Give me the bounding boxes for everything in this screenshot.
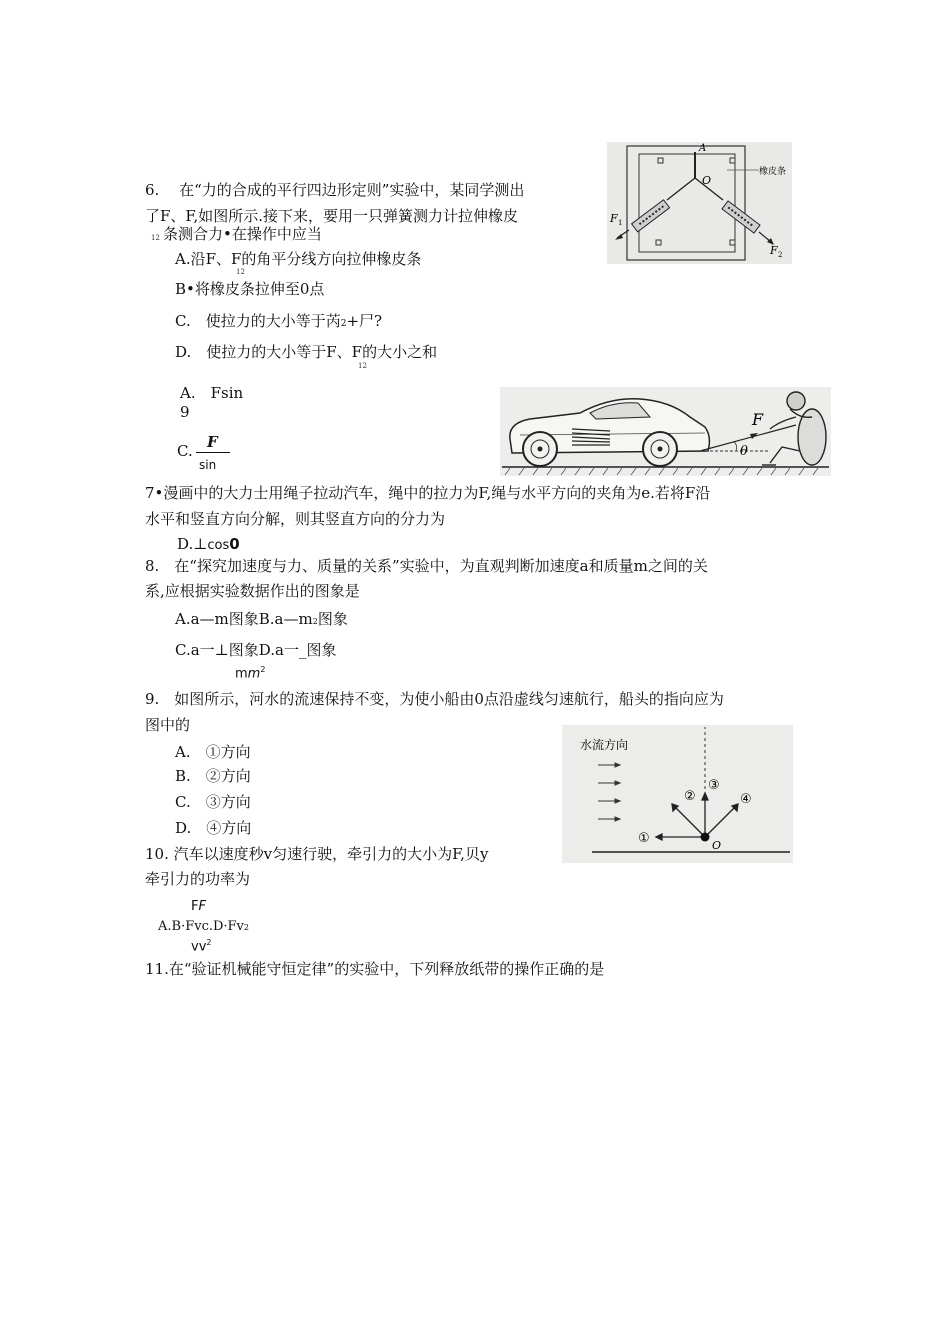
label-circle-3: ③ — [708, 778, 720, 793]
label-circle-1: ① — [638, 831, 650, 846]
q10-numerators: FF — [191, 899, 206, 914]
label-rubber-band: 橡皮条 — [759, 167, 787, 177]
q7-option-c-numerator: F — [207, 433, 218, 451]
q6-subscript: 12 — [236, 268, 245, 276]
q6-subscript: 12 — [151, 234, 160, 242]
label-o: O — [702, 174, 712, 187]
q10-denominators: $vv^2$ — [191, 938, 212, 955]
q8-options-ab: A.a—m图象B.a—m2图象 — [175, 610, 348, 628]
label-theta: θ — [740, 444, 748, 459]
label-force: F — [752, 410, 764, 429]
label-o: O — [712, 839, 722, 852]
q8-stem-line2: 系,应根据实验数据作出的图象是 — [145, 582, 360, 600]
q6-subscript: 12 — [358, 362, 367, 370]
q6-option-c: C. 使拉力的大小等于芮2+尸? — [175, 312, 383, 330]
q7-option-a: A. Fsin — [180, 384, 244, 402]
q6-stem-line3: 条测合力•在操作中应当 — [163, 225, 322, 243]
q9-stem-line1: 9. 如图所示，河水的流速保持不变，为使小船由0点沿虚线匀速航行，船头的指向应为 — [145, 690, 724, 708]
q9-option-d: D. ④方向 — [175, 819, 252, 837]
q10-stem-line1: 10. 汽车以速度秒v匀速行驶，牵引力的大小为F,贝y — [145, 845, 489, 863]
q7-option-c-denominator: sin — [199, 458, 217, 472]
q6-option-a: A.沿F、F的角平分线方向拉伸橡皮条 — [175, 250, 422, 268]
point-o — [701, 833, 710, 842]
label-circle-4: ④ — [740, 792, 752, 807]
q6-option-d: D. 使拉力的大小等于F、F的大小之和 — [175, 343, 438, 361]
q6-option-b: B•将橡皮条拉伸至0点 — [175, 280, 325, 298]
q10-options: A.B·Fvc.D·Fv2 — [158, 919, 249, 934]
q6-figure-rubber-band — [607, 142, 792, 264]
q7-stem-line1: 7•漫画中的大力士用绳子拉动汽车，绳中的拉力为F,绳与水平方向的夹角为e.若将F沿 — [145, 484, 711, 502]
q7-figure-strongman-car — [500, 387, 831, 476]
q7-option-a-angle: 9 — [180, 403, 190, 421]
q9-figure-river-boat — [562, 725, 793, 863]
label-f1-sub: 1 — [618, 219, 623, 227]
label-a: A — [699, 143, 707, 154]
label-f2: F — [770, 244, 778, 257]
label-f1: F — [610, 212, 618, 225]
q7-option-d: D.⊥cos0 — [177, 535, 240, 553]
q8-stem-line1: 8. 在“探究加速度与力、质量的关系”实验中，为直观判断加速度a和质量m之间的关 — [145, 557, 708, 575]
q10-stem-line2: 牵引力的功率为 — [145, 870, 251, 888]
q6-stem-line1: 6. 在“力的合成的平行四边形定则”实验中，某同学测出 — [145, 181, 525, 199]
q9-option-b: B. ②方向 — [175, 767, 251, 785]
q7-option-c-label: C. — [177, 442, 193, 460]
label-f2-sub: 2 — [778, 251, 783, 259]
q9-stem-line2: 图中的 — [145, 716, 191, 734]
q8-options-cd: C.a一⊥图象D.a一_图象 — [175, 641, 337, 659]
q9-option-c: C. ③方向 — [175, 793, 251, 811]
q7-stem-line2: 水平和竖直方向分解，则其竖直方向的分力为 — [145, 510, 446, 528]
q9-option-a: A. ①方向 — [175, 743, 251, 761]
label-circle-2: ② — [684, 789, 696, 804]
q6-stem-line2: 了F、F,如图所示.接下来，要用一只弹簧测力计拉伸橡皮 — [145, 207, 519, 225]
water-flow-label: 水流方向 — [580, 738, 629, 752]
q11-stem: 11.在“验证机械能守恒定律”的实验中，下列释放纸带的操作正确的是 — [145, 960, 605, 978]
q8-denominators: $mm^2$ — [235, 665, 266, 682]
fraction-bar — [196, 452, 230, 453]
